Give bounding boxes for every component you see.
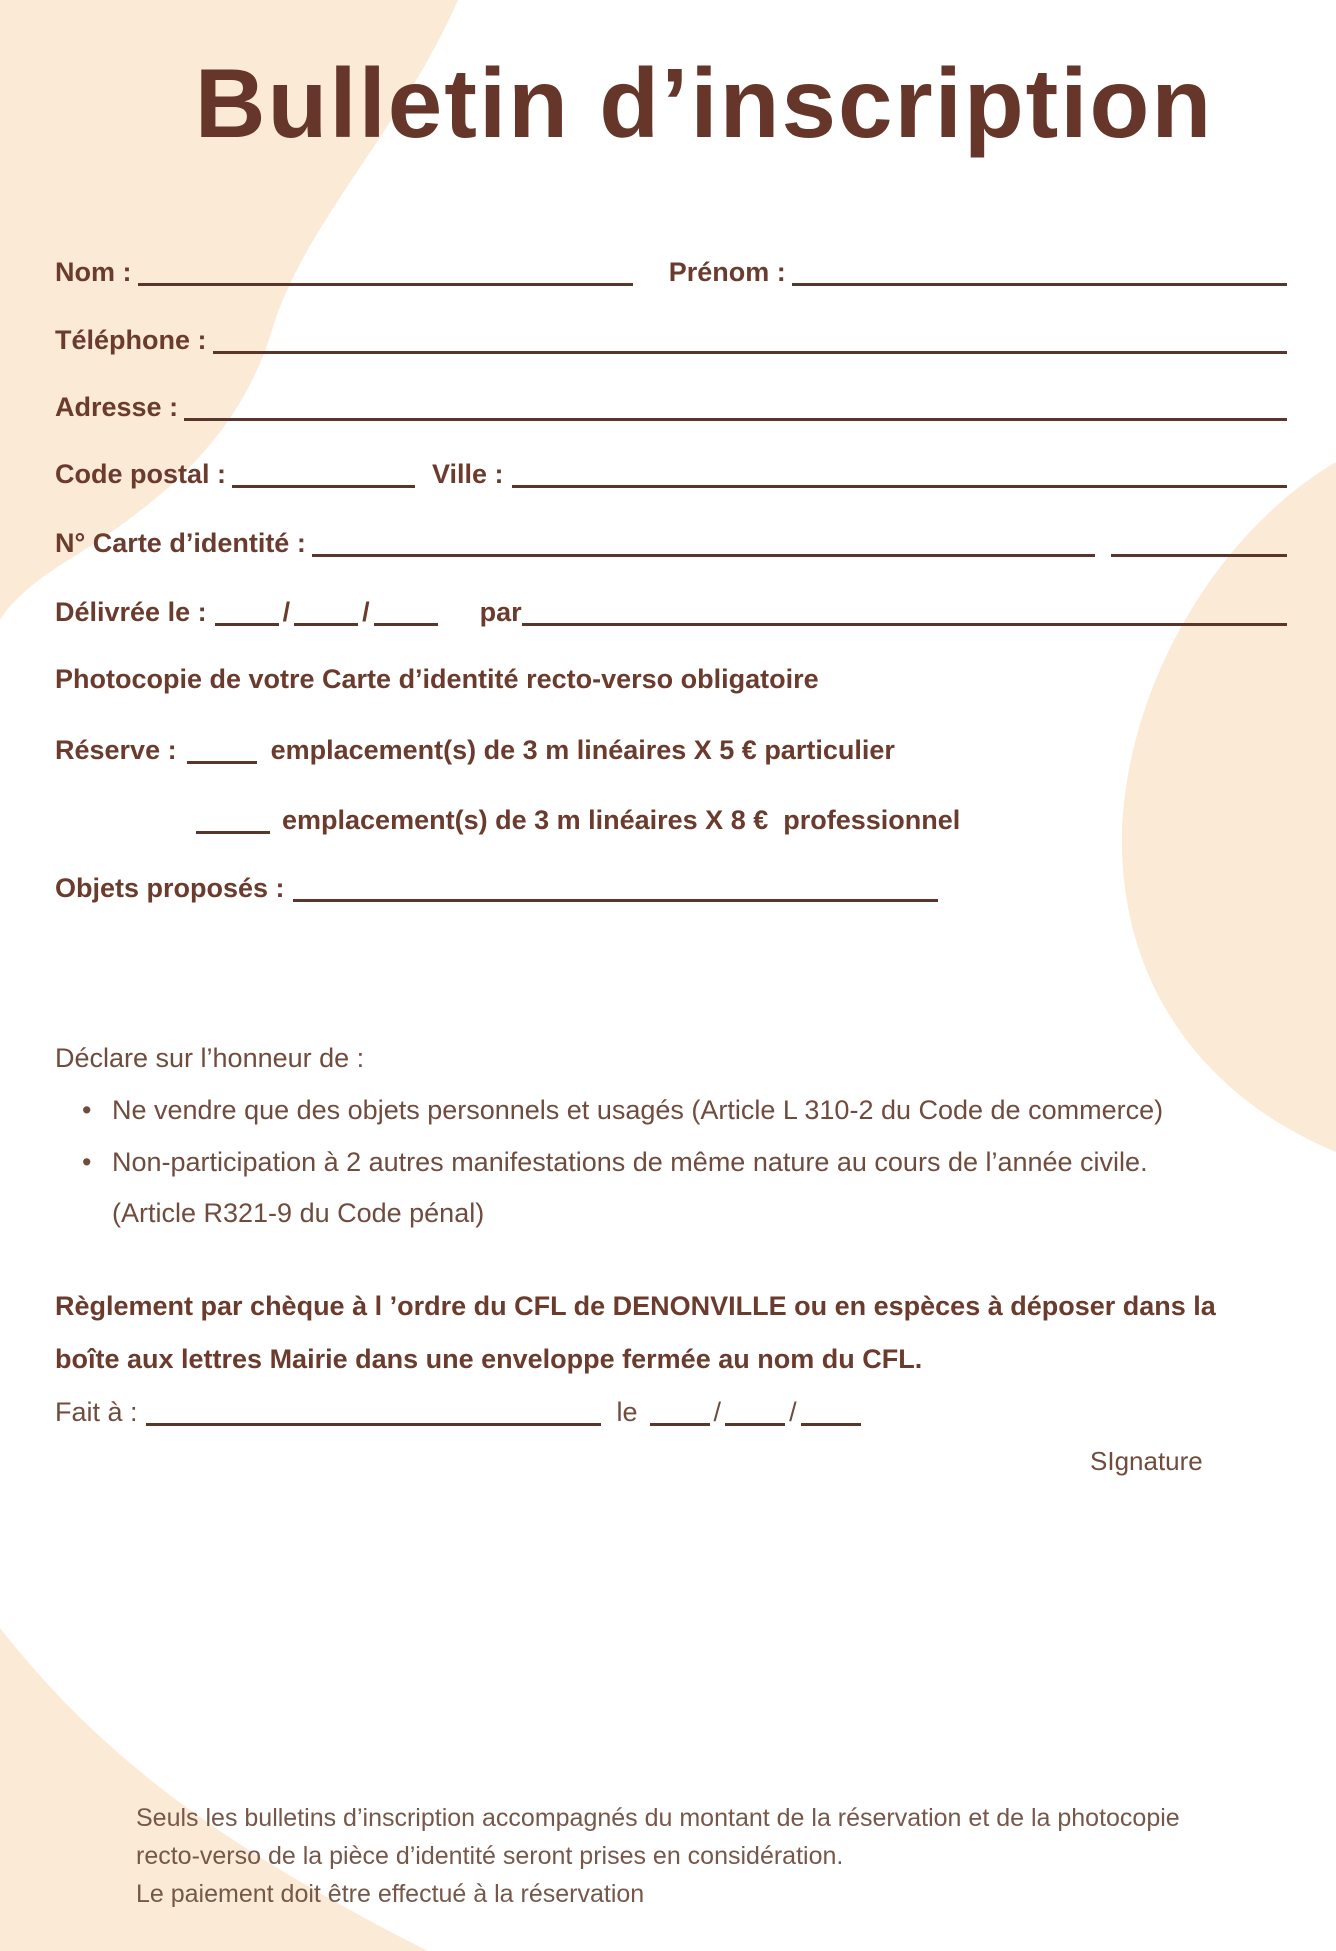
reserve-particulier-qty-line <box>187 749 257 764</box>
code-postal-field-line <box>232 473 415 488</box>
date-separator: / <box>789 1397 797 1427</box>
footer-line-2: recto-verso de la pièce d’identité seront prises en considération. <box>136 1842 844 1870</box>
par-field-line <box>522 611 1287 626</box>
declaration-item-2-continuation: (Article R321-9 du Code pénal) <box>112 1198 485 1228</box>
delivree-label: Délivrée le : <box>55 597 207 627</box>
delivree-year-line <box>374 611 438 626</box>
prenom-label: Prénom : <box>668 257 786 287</box>
carte-identite-field-line-2 <box>1111 542 1287 557</box>
payment-notice-line-2: boîte aux lettres Mairie dans une enveloppe fermée au nom du CFL. <box>55 1344 923 1374</box>
row-adresse <box>55 385 1287 421</box>
delivree-month-line <box>294 611 358 626</box>
nom-label: Nom : <box>55 257 132 287</box>
date-separator: / <box>713 1397 722 1427</box>
objets-label: Objets proposés : <box>55 873 285 903</box>
date-separator: / <box>362 597 370 627</box>
row-reserve-particulier <box>55 728 1287 764</box>
reserve-label: Réserve : <box>55 735 177 765</box>
reserve-professionnel-qty-line <box>196 819 270 834</box>
nom-field-line <box>138 271 633 286</box>
declaration-item-1 <box>82 1094 1296 1126</box>
delivree-day-line <box>215 611 279 626</box>
declaration-item-2 <box>82 1146 1296 1178</box>
telephone-field-line <box>213 339 1287 354</box>
signature-label: SIgnature <box>1090 1446 1203 1476</box>
date-year-line <box>801 1411 861 1426</box>
bullet-icon: • <box>82 1147 92 1177</box>
date-month-line <box>725 1411 785 1426</box>
fait-a-field-line <box>146 1411 601 1426</box>
footer-line-3: Le paiement doit être effectué à la réservation <box>136 1880 645 1908</box>
adresse-label: Adresse : <box>55 392 179 422</box>
row-carte-identite <box>55 521 1287 557</box>
row-code-postal-ville <box>55 452 1287 488</box>
carte-identite-field-line <box>312 542 1095 557</box>
reserve-professionnel-text: emplacement(s) de 3 m linéaires X 8 € professionnel <box>282 805 961 835</box>
par-label: par <box>479 597 522 627</box>
row-delivree-le <box>55 590 1287 626</box>
ville-field-line <box>512 473 1287 488</box>
fait-a-label: Fait à : <box>55 1397 138 1427</box>
row-reserve-professionnel <box>55 798 1287 834</box>
prenom-field-line <box>792 271 1287 286</box>
photocopie-note: Photocopie de votre Carte d’identité recto-verso obligatoire <box>55 664 819 694</box>
row-objets-proposes <box>55 866 1287 902</box>
code-postal-label: Code postal : <box>55 459 227 489</box>
objets-field-line <box>293 887 938 902</box>
telephone-label: Téléphone : <box>55 325 207 355</box>
footer-line-1: Seuls les bulletins d’inscription accompagnés du montant de la réservation et de la photocopie <box>136 1804 1180 1832</box>
row-nom-prenom <box>55 250 1287 286</box>
ville-label: Ville : <box>432 459 504 489</box>
bullet-icon: • <box>82 1095 92 1125</box>
le-label: le <box>616 1397 638 1427</box>
adresse-field-line <box>184 406 1287 421</box>
reserve-particulier-text: emplacement(s) de 3 m linéaires X 5 € particulier <box>270 735 895 765</box>
payment-notice-line-1: Règlement par chèque à l ’ordre du CFL de DENONVILLE ou en espèces à déposer dans la <box>55 1291 1216 1321</box>
row-telephone <box>55 318 1287 354</box>
declaration-item-1-text: Ne vendre que des objets personnels et usagés (Article L 310-2 du Code de commerce) <box>112 1095 1164 1125</box>
page-title: Bulletin d’inscription <box>194 48 1214 158</box>
date-day-line <box>650 1411 710 1426</box>
declaration-item-2-text: Non-participation à 2 autres manifestations de même nature au cours de l’année civile. <box>112 1147 1148 1177</box>
declaration-intro: Déclare sur l’honneur de : <box>55 1043 365 1073</box>
row-fait-a <box>55 1390 1287 1426</box>
carte-identite-label: N° Carte d’identité : <box>55 528 306 558</box>
date-separator: / <box>282 597 291 627</box>
